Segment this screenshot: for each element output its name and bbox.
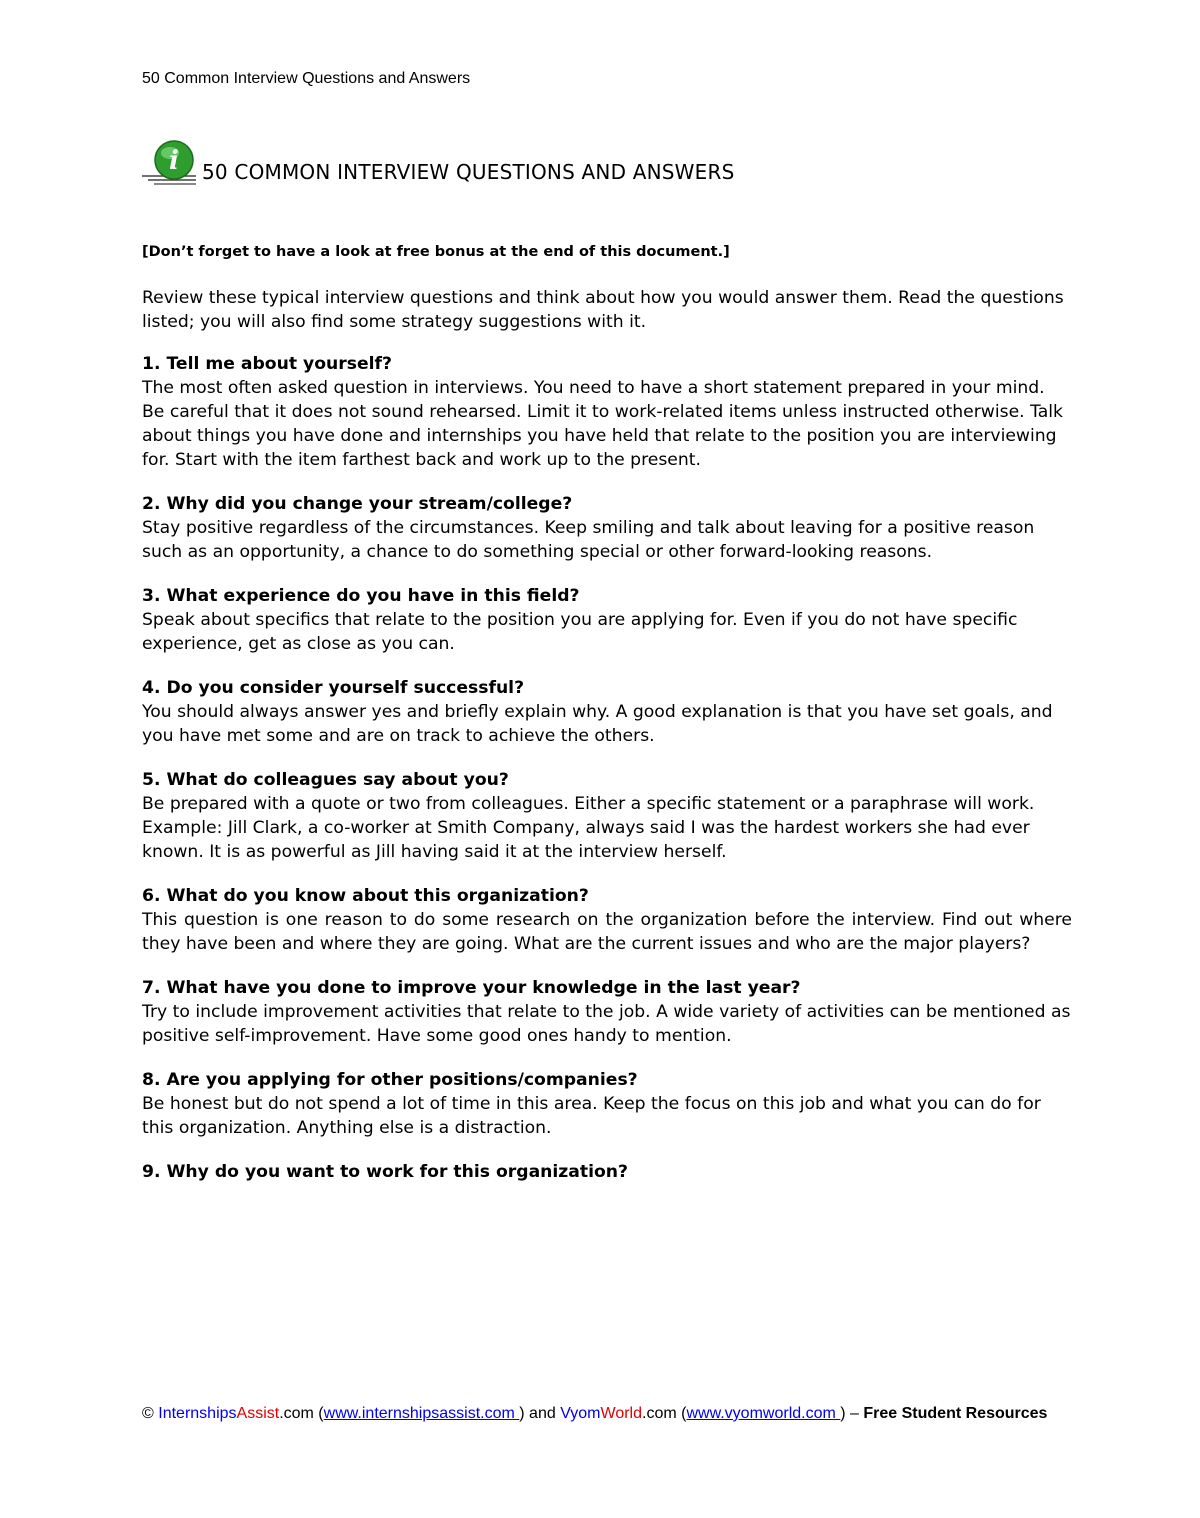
free-student-resources: Free Student Resources [863, 1405, 1048, 1422]
answer-text: Be prepared with a quote or two from colleagues. Either a specific statement or a paraphrase will work. Example: Jill Clark, a co-worker at Smith Company, always said I was the hardest workers she had ever known. It is as powerful as Jill having said it at the interview herself. [142, 794, 1035, 862]
question-heading: 8. Are you applying for other positions/companies? [142, 1070, 638, 1090]
answer-text: Try to include improvement activities that relate to the job. A wide variety of activities can be mentioned as positive self-improvement. Have some good ones handy to mention. [142, 1002, 1071, 1046]
answer-text: Speak about specifics that relate to the position you are applying for. Even if you do not have specific experience, get as close as you can. [142, 610, 1018, 654]
brand2-suffix: .com ( [642, 1405, 687, 1422]
question-heading: 7. What have you done to improve your knowledge in the last year? [142, 978, 801, 998]
answer-text: This question is one reason to do some research on the organization before the interview. Find out where they have been and where they are going. What are the current issues and who are the major players? [142, 910, 1072, 954]
page-footer [142, 1403, 1062, 1424]
running-header: 50 Common Interview Questions and Answers [142, 70, 471, 87]
qa-item [142, 976, 1072, 1048]
brand-assist: Assist [236, 1405, 280, 1422]
brand-internships: Internships [158, 1405, 237, 1422]
title-row [140, 136, 734, 188]
question-heading: 1. Tell me about yourself? [142, 354, 392, 374]
brand1-suffix: .com ( [279, 1405, 324, 1422]
brand-vyom: Vyom [560, 1405, 601, 1422]
question-heading: 2. Why did you change your stream/college? [142, 494, 573, 514]
qa-item [142, 676, 1072, 748]
brand-world: World [600, 1405, 642, 1422]
svg-text:i: i [169, 146, 179, 176]
qa-item [142, 1160, 1072, 1184]
intro-paragraph: Review these typical interview questions and think about how you would answer them. Read the questions listed; you will also find some strategy suggestions with it. [142, 288, 1064, 332]
answer-text: You should always answer yes and briefly explain why. A good explanation is that you have set goals, and you have met some and are on track to achieve the others. [142, 702, 1053, 746]
info-icon [140, 136, 202, 188]
copyright-symbol: © [142, 1405, 154, 1422]
vyomworld-link[interactable]: www.vyomworld.com [686, 1405, 841, 1422]
answer-text: Stay positive regardless of the circumstances. Keep smiling and talk about leaving for a positive reason such as an opportunity, a chance to do something special or other forward-looking reasons. [142, 518, 1035, 562]
answer-text: Be honest but do not spend a lot of time in this area. Keep the focus on this job and what you can do for this organization. Anything else is a distraction. [142, 1094, 1041, 1138]
question-heading: 5. What do colleagues say about you? [142, 770, 509, 790]
bonus-note: [Don’t forget to have a look at free bonus at the end of this document.] [142, 244, 730, 260]
footer-tail: ) – [840, 1405, 864, 1422]
qa-item [142, 1068, 1072, 1140]
document-body [142, 244, 1072, 1204]
question-heading: 3. What experience do you have in this field? [142, 586, 580, 606]
question-heading: 4. Do you consider yourself successful? [142, 678, 525, 698]
qa-item [142, 884, 1072, 956]
question-heading: 9. Why do you want to work for this organization? [142, 1162, 629, 1182]
qa-item [142, 492, 1072, 564]
internshipsassist-link[interactable]: www.internshipsassist.com [323, 1405, 520, 1422]
qa-item [142, 352, 1072, 472]
question-heading: 6. What do you know about this organization? [142, 886, 589, 906]
and-text: ) and [519, 1405, 561, 1422]
qa-item [142, 584, 1072, 656]
answer-text: The most often asked question in interviews. You need to have a short statement prepared in your mind. Be careful that it does not sound rehearsed. Limit it to work-related items unless instructed otherwise. Talk about things you have done and internships you have held that relate to the position you are interviewing for. Start with the item farthest back and work up to the present. [142, 378, 1063, 470]
qa-item [142, 768, 1072, 864]
document-title: 50 COMMON INTERVIEW QUESTIONS AND ANSWERS [202, 160, 735, 184]
